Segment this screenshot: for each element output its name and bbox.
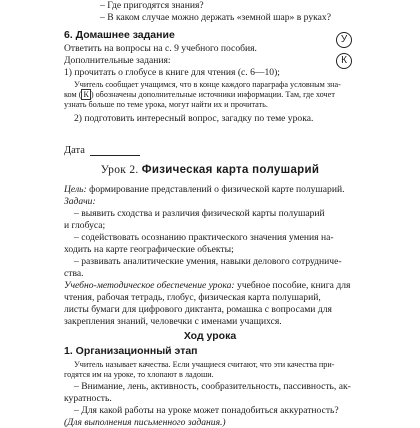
org-line: – Для какой работы на уроке может понадобиться аккуратность? xyxy=(74,405,339,416)
badge-k-icon: К xyxy=(336,53,352,69)
teacher-note: узнать больше по теме урока, могут найти их и прочитать. xyxy=(64,100,268,109)
support-line: Учебно-методическое обеспечение урока: учебное пособие, книга для xyxy=(64,280,351,291)
homework-heading: 6. Домашнее задание xyxy=(64,29,175,41)
org-line: Учитель называет качества. Если учащиеся считают, что эти качества при- xyxy=(74,360,335,369)
teacher-note: ком ( К ) обозначены дополнительные источники информации. Там, где хочет xyxy=(64,90,335,99)
task-item: ходить на карте географические объекты; xyxy=(64,244,234,255)
date-label: Дата xyxy=(64,145,85,156)
homework-line: 1) прочитать о глобусе в книге для чтения (с. 6—10); xyxy=(64,67,280,78)
question-line: – Где пригодятся знания? xyxy=(100,0,204,11)
progress-heading: Ход урока xyxy=(183,330,237,342)
task-item: – содействовать осознанию практического значения умения на- xyxy=(74,232,334,243)
support-line: закрепления знаний, человечки с именами учащихся. xyxy=(64,316,282,327)
goal-line: Цель: формирование представлений о физической карте полушарий. xyxy=(64,184,345,195)
org-line: (Для выполнения письменного задания.) xyxy=(64,417,226,428)
task-item: ства. xyxy=(64,268,84,279)
homework-line: Дополнительные задания: xyxy=(64,55,171,66)
lesson-title: Урок 2. Физическая карта полушарий xyxy=(100,164,320,176)
org-heading: 1. Организационный этап xyxy=(64,345,198,357)
teacher-note: Учитель сообщает учащимся, что в конце каждого параграфа условным зна- xyxy=(74,80,341,89)
org-line: куратность. xyxy=(64,393,112,404)
org-line: годятся им на уроке, то хлопают в ладоши. xyxy=(64,370,214,379)
homework-line: 2) подготовить интересный вопрос, загадку по теме урока. xyxy=(74,113,314,124)
source-marker-icon: К xyxy=(83,90,89,99)
org-line: – Внимание, лень, активность, сообразительность, пассивность, ак- xyxy=(74,381,351,392)
support-line: листы бумаги для цифрового диктанта, ромашка с вопросами для xyxy=(64,304,332,315)
homework-line: Ответить на вопросы на с. 9 учебного пособия. xyxy=(64,43,257,54)
badge-u-icon: У xyxy=(336,32,352,48)
question-line: – В каком случае можно держать «земной шар» в руках? xyxy=(100,12,331,23)
task-item: – выявить сходства и различия физической карты полушарий xyxy=(74,208,325,219)
date-blank-line xyxy=(90,155,140,156)
support-line: чтения, рабочая тетрадь, глобус, физическая карта полушарий, xyxy=(64,292,321,303)
tasks-label: Задачи: xyxy=(64,196,96,207)
task-item: и глобуса; xyxy=(64,220,106,231)
task-item: – развивать аналитические умения, навыки делового сотрудниче- xyxy=(74,256,342,267)
